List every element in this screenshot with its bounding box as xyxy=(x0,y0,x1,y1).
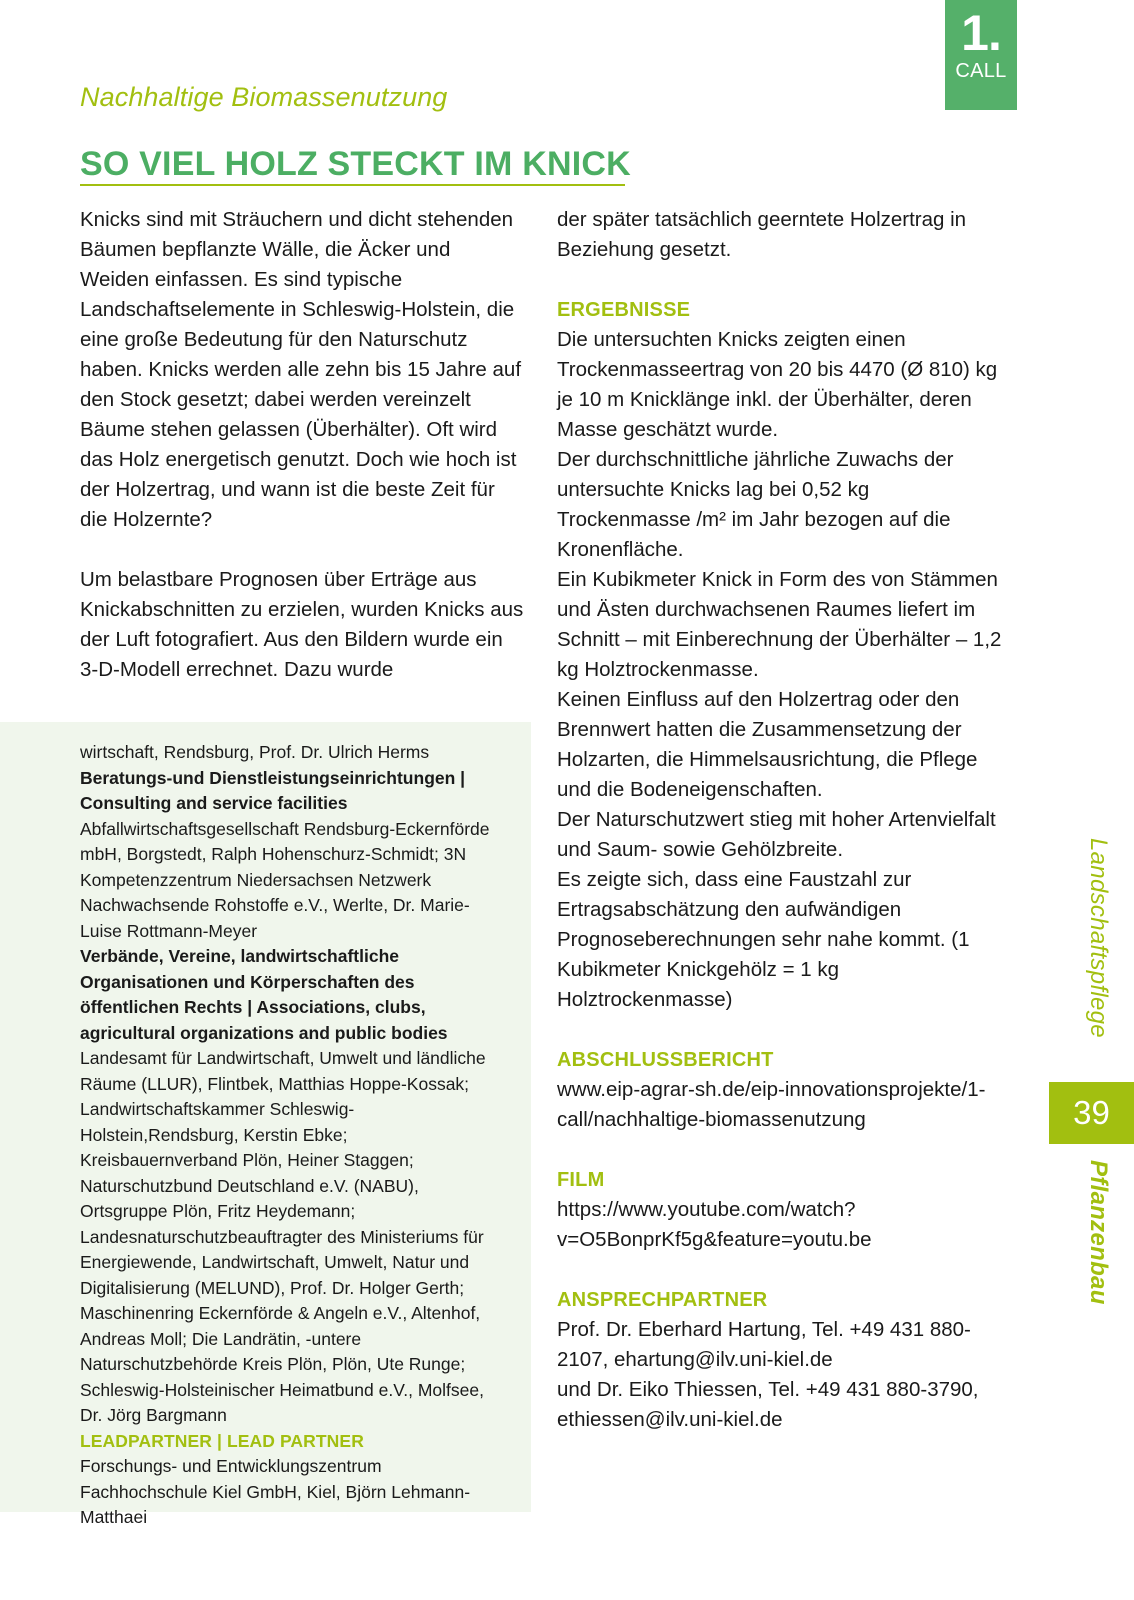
contact-entry-1: Prof. Dr. Eberhard Hartung, Tel. +49 431 880-2107, ehartung@ilv.uni-kiel.de xyxy=(557,1318,971,1371)
body-column-left xyxy=(80,205,525,685)
paragraph-results-1: Die untersuchten Knicks zeigten einen Trockenmasseertrag von 20 bis 4470 (Ø 810) kg je 10 m Knicklänge inkl. der Überhälter, deren Masse geschätzt wurde. xyxy=(557,328,998,441)
body-column-right xyxy=(557,205,1002,1435)
partner-group-body-leadpartner: Forschungs- und Entwicklungszentrum Fachhochschule Kiel GmbH, Kiel, Björn Lehmann-Matthaei xyxy=(80,1456,471,1527)
header-divider xyxy=(80,184,625,186)
partner-group-heading-leadpartner: LEADPARTNER | LEAD PARTNER xyxy=(80,1430,364,1451)
call-badge-number: 1. xyxy=(961,5,1001,61)
partner-group-body-associations: Landesamt für Landwirtschaft, Umwelt und ländliche Räume (LLUR), Flintbek, Matthias Hoppe-Kossak; Landwirtschaftskammer Schleswig-Holstein,Rendsburg, Kerstin Ebke; Kreisbauernverband Plön, Heiner Staggen; Naturschutzbund Deutschland e.V. (NABU), Ortsgruppe Plön, Fritz Heydemann; Landesnaturschutzbeauftragter des Ministeriums für Energiewende, Landwirtschaft, Umwelt, Natur und Digitalisierung (MELUND), Prof. Dr. Holger Gerth; Maschinenring Eckernförde & Angeln e.V., Altenhof, Andreas Moll; Die Landrätin, -untere Naturschutzbehörde Kreis Plön, Plön, Ute Runge; Schleswig-Holsteinischer Heimatbund e.V., Molfsee, Dr. Jörg Bargmann xyxy=(80,1048,486,1425)
partner-line-continuation: wirtschaft, Rendsburg, Prof. Dr. Ulrich Herms xyxy=(80,742,430,762)
partner-group-body-consulting: Abfallwirtschaftsgesellschaft Rendsburg-Eckernförde mbH, Borgstedt, Ralph Hohenschurz-Schmidt; 3N Kompetenzzentrum Niedersachsen Netzwerk Nachwachsende Rohstoffe e.V., Werlte, Dr. Marie-Luise Rottmann-Meyer xyxy=(80,818,490,941)
article-kicker: Nachhaltige Biomassenutzung xyxy=(80,82,448,112)
partner-group-heading-associations: Verbände, Vereine, landwirtschaftliche Organisationen und Körperschaften des öffentlichen Rechts | Associations, clubs, agricultural organizations and public bodies xyxy=(80,946,448,1043)
sidebar-label-pflanzenbau: Pflanzenbau xyxy=(1085,1160,1112,1305)
partner-panel-content xyxy=(80,740,505,1531)
contact-entry-2: und Dr. Eiko Thiessen, Tel. +49 431 880-3790, ethiessen@ilv.uni-kiel.de xyxy=(557,1378,979,1431)
paragraph-results-4: Keinen Einfluss auf den Holzertrag oder den Brennwert hatten die Zusammensetzung der Holzarten, die Himmelsausrichtung, die Pflege und die Bodeneigenschaften. xyxy=(557,688,978,801)
paragraph-results-3: Ein Kubikmeter Knick in Form des von Stämmen und Ästen durchwachsenen Raumes liefert im Schnitt – mit Einberechnung der Überhälter – 1,2 kg Holztrockenmasse. xyxy=(557,568,1002,681)
paragraph-continuation: der später tatsächlich geerntete Holzertrag in Beziehung gesetzt. xyxy=(557,208,967,261)
section-heading-film: FILM xyxy=(557,1169,605,1191)
call-badge xyxy=(945,0,1017,110)
report-url-link[interactable]: www.eip-agrar-sh.de/eip-innovationsprojekte/1-call/nachhaltige-biomassenutzung xyxy=(557,1078,986,1131)
paragraph-results-5: Der Naturschutzwert stieg mit hoher Artenvielfalt und Saum- sowie Gehölzbreite. xyxy=(557,808,996,861)
paragraph-results-6: Es zeigte sich, dass eine Faustzahl zur Ertragsabschätzung den aufwändigen Prognoseberechnungen sehr nahe kommt. (1 Kubikmeter Knickgehölz = 1 kg Holztrockenmasse) xyxy=(557,868,970,1011)
sidebar-label-landschaftspflege: Landschaftspflege xyxy=(1085,838,1112,1038)
paragraph-intro-1: Knicks sind mit Sträuchern und dicht stehenden Bäumen bepflanzte Wälle, die Äcker und Weiden einfassen. Es sind typische Landschaftselemente in Schleswig-Holstein, die eine große Bedeutung für den Naturschutz haben. Knicks werden alle zehn bis 15 Jahre auf den Stock gesetzt; dabei werden vereinzelt Bäume stehen gelassen (Überhälter). Oft wird das Holz energetisch genutzt. Doch wie hoch ist der Holzertrag, und wann ist die beste Zeit für die Holzernte? xyxy=(80,208,522,531)
call-badge-label: CALL xyxy=(955,60,1007,82)
partner-group-heading-consulting: Beratungs-und Dienstleistungseinrichtungen | Consulting and service facilities xyxy=(80,767,466,813)
section-heading-ansprechpartner: ANSPRECHPARTNER xyxy=(557,1289,768,1311)
paragraph-intro-2: Um belastbare Prognosen über Erträge aus Knickabschnitten zu erzielen, wurden Knicks aus der Luft fotografiert. Aus den Bildern wurde ein 3-D-Modell errechnet. Dazu wurde xyxy=(80,568,524,681)
film-url-link[interactable]: https://www.youtube.com/watch?v=O5BonprKf5g&feature=youtu.be xyxy=(557,1198,872,1251)
page-number-badge: 39 xyxy=(1049,1082,1134,1144)
paragraph-results-2: Der durchschnittliche jährliche Zuwachs der untersuchte Knicks lag bei 0,52 kg Trockenmasse /m² im Jahr bezogen auf die Kronenfläche. xyxy=(557,448,954,561)
section-heading-abschlussbericht: ABSCHLUSSBERICHT xyxy=(557,1049,774,1071)
page-title: SO VIEL HOLZ STECKT IM KNICK xyxy=(80,144,631,183)
section-heading-ergebnisse: ERGEBNISSE xyxy=(557,299,691,321)
